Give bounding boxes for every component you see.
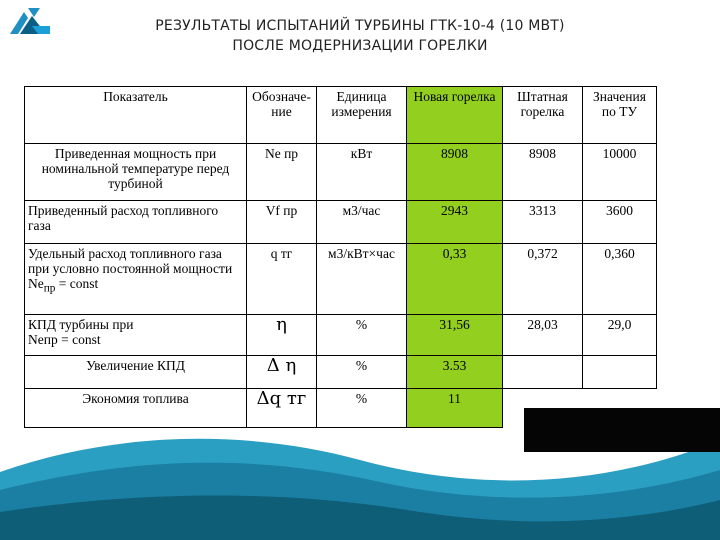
results-table	[24, 86, 657, 428]
cell-symbol: Vf пр	[247, 201, 317, 244]
title-line-2: ПОСЛЕ МОДЕРНИЗАЦИИ ГОРЕЛКИ	[232, 38, 488, 54]
cell-standard-burner: 3313	[503, 201, 583, 244]
table-row	[25, 144, 657, 201]
param-symbol: Ne	[28, 276, 44, 291]
cell-new-burner: 8908	[407, 144, 503, 201]
param-subscript: пр	[43, 282, 56, 295]
param-text-line2: Neпр = const	[28, 332, 101, 347]
cell-new-burner: 11	[407, 389, 503, 428]
cell-symbol: η	[247, 315, 317, 356]
cell-standard-burner: 0,372	[503, 244, 583, 315]
param-text: Удельный расход топливного газа при условно постоянной мощности	[28, 246, 233, 276]
header-new-burner: Новая горелка	[407, 87, 503, 144]
cell-new-burner: 2943	[407, 201, 503, 244]
cell-spec-value: 29,0	[583, 315, 657, 356]
page-title	[100, 16, 620, 56]
cell-parameter: Приведенный расход топливного газа	[25, 201, 247, 244]
cell-unit: м3/кВт×час	[317, 244, 407, 315]
cell-parameter	[25, 244, 247, 315]
cell-symbol: Ne пр	[247, 144, 317, 201]
header-symbol: Обозначе-ние	[247, 87, 317, 144]
cell-spec-value: 0,360	[583, 244, 657, 315]
table-row	[25, 356, 657, 389]
table-row	[25, 315, 657, 356]
table-header-row	[25, 87, 657, 144]
table-row	[25, 389, 657, 428]
table-row	[25, 244, 657, 315]
table-row	[25, 201, 657, 244]
cell-spec-value	[583, 356, 657, 389]
cell-parameter: Экономия топлива	[25, 389, 247, 428]
param-tail: = const	[58, 276, 99, 291]
cell-new-burner: 31,56	[407, 315, 503, 356]
header-standard-burner: Штатная горелка	[503, 87, 583, 144]
header-parameter: Показатель	[25, 87, 247, 144]
param-text: КПД турбины при	[28, 317, 134, 332]
cell-symbol: Δq тг	[247, 389, 317, 428]
cell-new-burner: 3.53	[407, 356, 503, 389]
cell-unit: %	[317, 389, 407, 428]
cell-unit: %	[317, 315, 407, 356]
cell-unit: кВт	[317, 144, 407, 201]
cell-standard-burner	[503, 356, 583, 389]
cell-parameter: Приведенная мощность при номинальной температуре перед турбиной	[25, 144, 247, 201]
cell-parameter	[25, 315, 247, 356]
cell-spec-value: 3600	[583, 201, 657, 244]
header-spec-values: Значения по ТУ	[583, 87, 657, 144]
title-line-1: РЕЗУЛЬТАТЫ ИСПЫТАНИЙ ТУРБИНЫ ГТК-10-4 (10 МВТ)	[155, 18, 565, 34]
header-unit: Единица измерения	[317, 87, 407, 144]
cell-symbol: q тг	[247, 244, 317, 315]
cell-unit: %	[317, 356, 407, 389]
cell-symbol: Δ η	[247, 356, 317, 389]
cell-spec-value: 10000	[583, 144, 657, 201]
cell-standard-burner: 28,03	[503, 315, 583, 356]
cell-unit: м3/час	[317, 201, 407, 244]
company-logo	[6, 4, 52, 38]
cell-parameter: Увеличение КПД	[25, 356, 247, 389]
cell-new-burner: 0,33	[407, 244, 503, 315]
cell-standard-burner: 8908	[503, 144, 583, 201]
